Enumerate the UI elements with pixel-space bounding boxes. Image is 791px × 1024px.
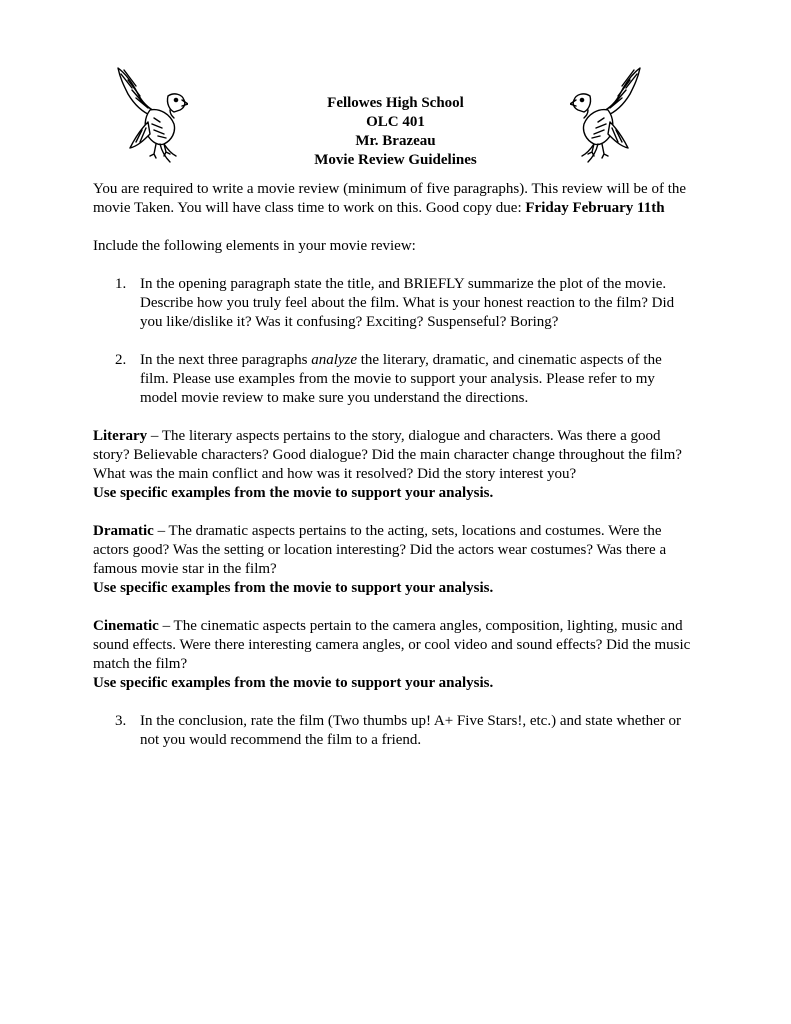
list-number: 2.: [115, 352, 127, 368]
section-text: – The cinematic aspects pertain to the camera angles, composition, lighting, music and sound effects. Were there interesting camera angles, or cool video and sound effects? Did the music match the film?: [93, 618, 691, 672]
list-item-emphasis: analyze: [311, 352, 358, 368]
include-line: Include the following elements in your movie review:: [93, 238, 416, 254]
list-item-text: In the conclusion, rate the film (Two thumbs up! A+ Five Stars!, etc.) and state whether or not you would recommend the film to a friend.: [140, 713, 682, 748]
list-number: 1.: [115, 276, 127, 292]
section-instruction: Use specific examples from the movie to support your analysis.: [93, 580, 494, 596]
section-heading: Cinematic: [93, 618, 159, 634]
school-name: Fellowes High School: [327, 95, 464, 111]
list-item-text-post: the literary, dramatic, and cinematic aspects of the film. Please use examples from the movie to support your analysis. Please refer to my model movie review to make sure you understand the directions.: [140, 352, 662, 406]
intro-text: You are required to write a movie review (minimum of five paragraphs). This review will be of the movie Taken. You will have class time to work on this. Good copy due:: [93, 181, 687, 216]
list-item-2: [93, 351, 693, 408]
teacher-name: Mr. Brazeau: [355, 133, 436, 149]
document-body: [93, 180, 693, 750]
section-heading: Dramatic: [93, 523, 154, 539]
list-item-text-pre: In the next three paragraphs: [140, 352, 312, 368]
section-instruction: Use specific examples from the movie to support your analysis.: [93, 675, 494, 691]
section-literary: [93, 427, 693, 484]
due-date: Friday February 11th: [525, 200, 665, 216]
course-code: OLC 401: [366, 114, 425, 130]
document-header: [230, 94, 561, 170]
list-item-1: [93, 275, 693, 332]
section-text: – The literary aspects pertains to the story, dialogue and characters. Was there a good story? Believable characters? Good dialogue? Did the main character change throughout the film? What was the main conflict and how was it resolved? Did the story interest you?: [93, 428, 682, 482]
section-instruction: Use specific examples from the movie to support your analysis.: [93, 485, 494, 501]
document-title: Movie Review Guidelines: [314, 152, 477, 168]
section-dramatic: [93, 522, 693, 579]
list-number: 3.: [115, 713, 127, 729]
list-item-text: In the opening paragraph state the title, and BRIEFLY summarize the plot of the movie. Describe how you truly feel about the film. What is your honest reaction to the film? Did you like/dislike it? Was it confusing? Exciting? Suspenseful? Boring?: [140, 276, 675, 330]
intro-paragraph: [93, 180, 693, 218]
hawk-mascot-left: [112, 64, 188, 164]
section-heading: Literary: [93, 428, 148, 444]
list-item-3: [93, 712, 693, 750]
hawk-mascot-right: [570, 64, 646, 164]
section-text: – The dramatic aspects pertains to the acting, sets, locations and costumes. Were the actors good? Was the setting or location interesting? Did the actors wear costumes? Was there a famous movie star in the film?: [93, 523, 667, 577]
section-cinematic: [93, 617, 693, 674]
